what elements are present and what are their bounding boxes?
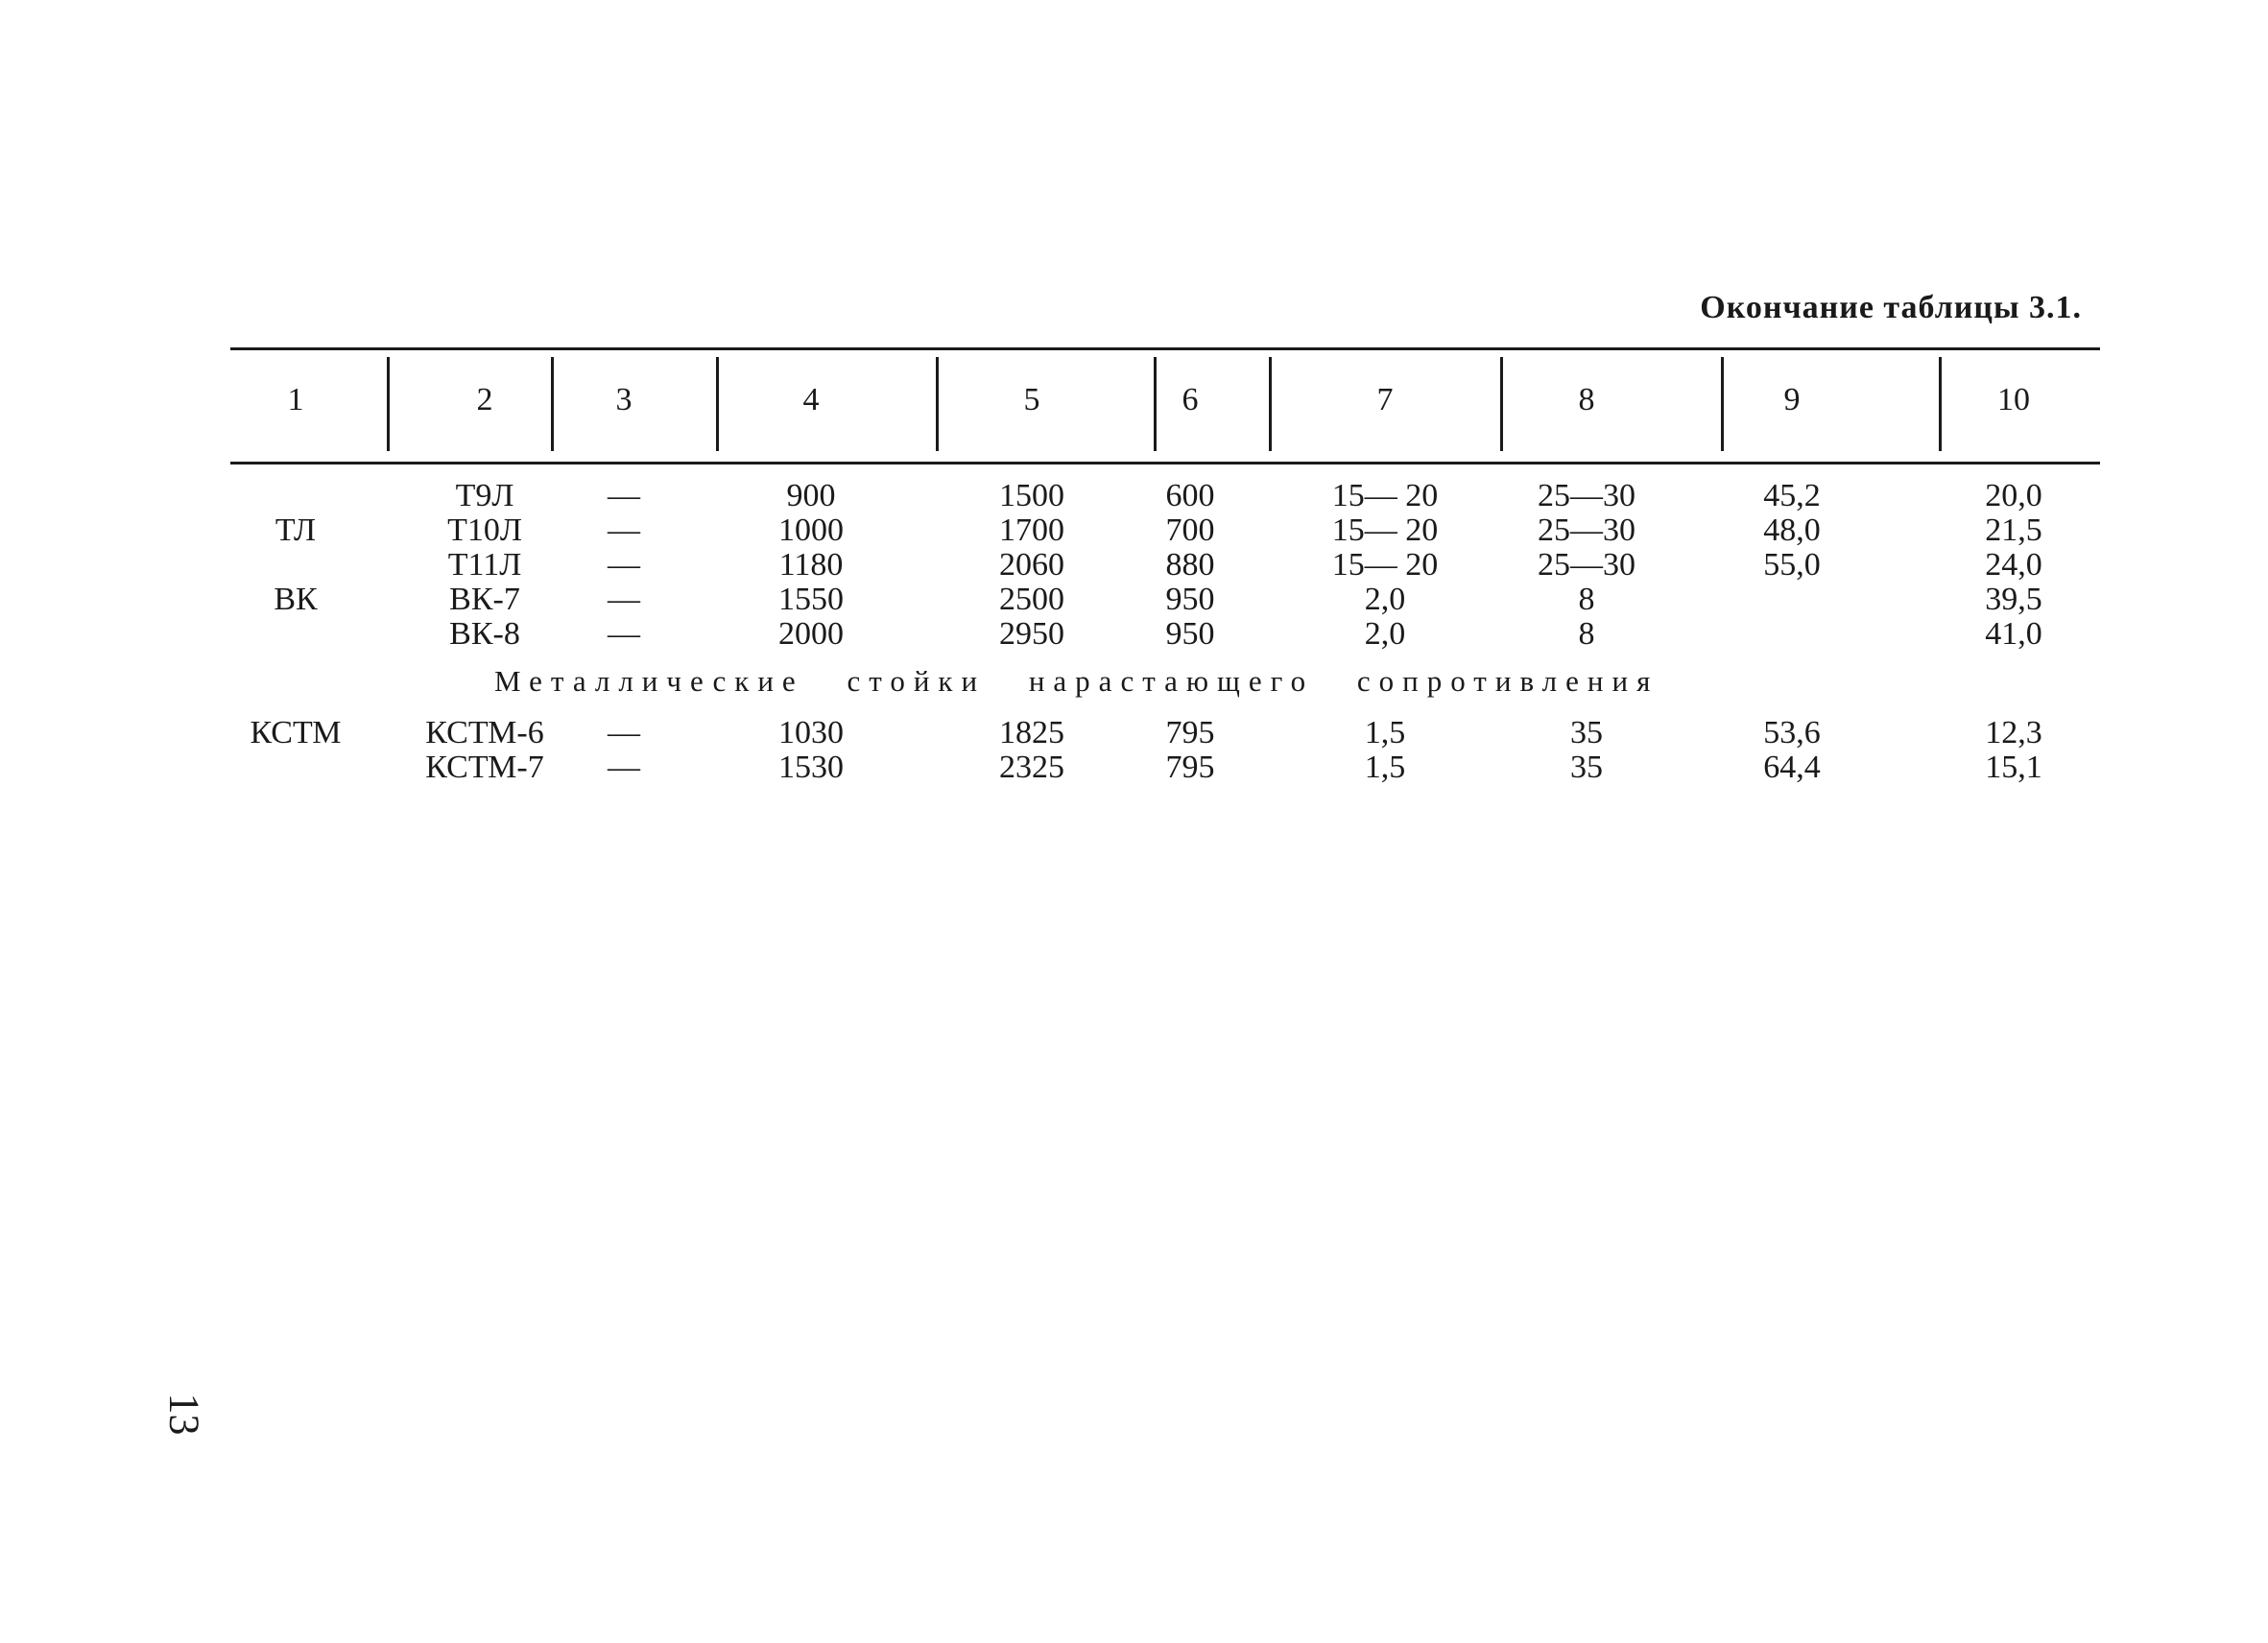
cell-col7: 2,0 bbox=[1364, 616, 1406, 652]
cell-col6: 600 bbox=[1165, 478, 1215, 513]
section-heading: Металлические стойки нарастающего сопротивления bbox=[494, 664, 1659, 698]
header-col-10: 10 bbox=[1997, 382, 2030, 417]
cell-col8: 8 bbox=[1578, 582, 1595, 617]
cell-col3: — bbox=[608, 715, 640, 750]
column-separator bbox=[1154, 357, 1157, 451]
cell-col7: 1,5 bbox=[1364, 715, 1406, 750]
cell-col8: 35 bbox=[1570, 715, 1603, 750]
cell-col8: 25—30 bbox=[1538, 478, 1635, 513]
cell-col3: — bbox=[608, 582, 640, 617]
cell-col7: 15— 20 bbox=[1331, 547, 1439, 583]
header-col-8: 8 bbox=[1578, 382, 1595, 417]
cell-col7: 15— 20 bbox=[1331, 478, 1439, 513]
cell-model: ВК-8 bbox=[449, 616, 520, 652]
cell-col6: 950 bbox=[1165, 616, 1215, 652]
header-col-4: 4 bbox=[802, 382, 820, 417]
cell-col5: 1500 bbox=[999, 478, 1064, 513]
cell-col5: 2060 bbox=[999, 547, 1064, 583]
cell-col4: 1000 bbox=[778, 512, 844, 548]
cell-col5: 2325 bbox=[999, 750, 1064, 785]
cell-col7: 2,0 bbox=[1364, 582, 1406, 617]
page-number: 13 bbox=[160, 1393, 208, 1436]
header-col-9: 9 bbox=[1783, 382, 1801, 417]
cell-col10: 20,0 bbox=[1985, 478, 2042, 513]
cell-col6: 880 bbox=[1165, 547, 1215, 583]
cell-col8: 25—30 bbox=[1538, 512, 1635, 548]
table-top-rule bbox=[230, 347, 2100, 350]
header-col-6: 6 bbox=[1182, 382, 1199, 417]
cell-col5: 2950 bbox=[999, 616, 1064, 652]
cell-col6: 700 bbox=[1165, 512, 1215, 548]
cell-col10: 12,3 bbox=[1985, 715, 2042, 750]
cell-col3: — bbox=[608, 750, 640, 785]
cell-col5: 1825 bbox=[999, 715, 1064, 750]
column-separator bbox=[1269, 357, 1272, 451]
cell-model: Т10Л bbox=[447, 512, 522, 548]
column-separator bbox=[936, 357, 939, 451]
column-separator bbox=[1939, 357, 1942, 451]
cell-col5: 2500 bbox=[999, 582, 1064, 617]
column-separator bbox=[387, 357, 390, 451]
cell-col10: 41,0 bbox=[1985, 616, 2042, 652]
cell-col3: — bbox=[608, 478, 640, 513]
cell-col4: 1180 bbox=[778, 547, 844, 583]
cell-col7: 15— 20 bbox=[1331, 512, 1439, 548]
cell-col8: 35 bbox=[1570, 750, 1603, 785]
header-col-3: 3 bbox=[615, 382, 633, 417]
cell-col3: — bbox=[608, 512, 640, 548]
cell-col10: 39,5 bbox=[1985, 582, 2042, 617]
cell-col7: 1,5 bbox=[1364, 750, 1406, 785]
cell-model: Т9Л bbox=[455, 478, 514, 513]
column-separator bbox=[716, 357, 719, 451]
cell-col4: 2000 bbox=[778, 616, 844, 652]
cell-col9: 48,0 bbox=[1763, 512, 1821, 548]
cell-col9: 53,6 bbox=[1763, 715, 1821, 750]
cell-model: ВК-7 bbox=[449, 582, 520, 617]
column-separator bbox=[1500, 357, 1503, 451]
column-separator bbox=[1721, 357, 1724, 451]
cell-col6: 950 bbox=[1165, 582, 1215, 617]
cell-col5: 1700 bbox=[999, 512, 1064, 548]
cell-col4: 1550 bbox=[778, 582, 844, 617]
cell-col4: 1530 bbox=[778, 750, 844, 785]
cell-col4: 900 bbox=[786, 478, 836, 513]
cell-col10: 24,0 bbox=[1985, 547, 2042, 583]
cell-col9: 64,4 bbox=[1763, 750, 1821, 785]
cell-col3: — bbox=[608, 547, 640, 583]
cell-type: ВК bbox=[274, 582, 318, 617]
header-col-1: 1 bbox=[287, 382, 304, 417]
cell-col10: 21,5 bbox=[1985, 512, 2042, 548]
cell-model: Т11Л bbox=[447, 547, 522, 583]
column-separator bbox=[551, 357, 554, 451]
table-caption: Окончание таблицы 3.1. bbox=[1700, 290, 2082, 325]
cell-model: КСТМ-7 bbox=[425, 750, 544, 785]
cell-model: КСТМ-6 bbox=[425, 715, 544, 750]
cell-col3: — bbox=[608, 616, 640, 652]
cell-col9: 55,0 bbox=[1763, 547, 1821, 583]
table-header-rule bbox=[230, 462, 2100, 464]
cell-col6: 795 bbox=[1165, 715, 1215, 750]
cell-col8: 8 bbox=[1578, 616, 1595, 652]
cell-type: ТЛ bbox=[275, 512, 317, 548]
cell-col6: 795 bbox=[1165, 750, 1215, 785]
header-col-2: 2 bbox=[476, 382, 493, 417]
cell-col8: 25—30 bbox=[1538, 547, 1635, 583]
cell-col4: 1030 bbox=[778, 715, 844, 750]
cell-col9: 45,2 bbox=[1763, 478, 1821, 513]
cell-type: КСТМ bbox=[250, 715, 342, 750]
header-col-7: 7 bbox=[1376, 382, 1394, 417]
header-col-5: 5 bbox=[1023, 382, 1040, 417]
cell-col10: 15,1 bbox=[1985, 750, 2042, 785]
